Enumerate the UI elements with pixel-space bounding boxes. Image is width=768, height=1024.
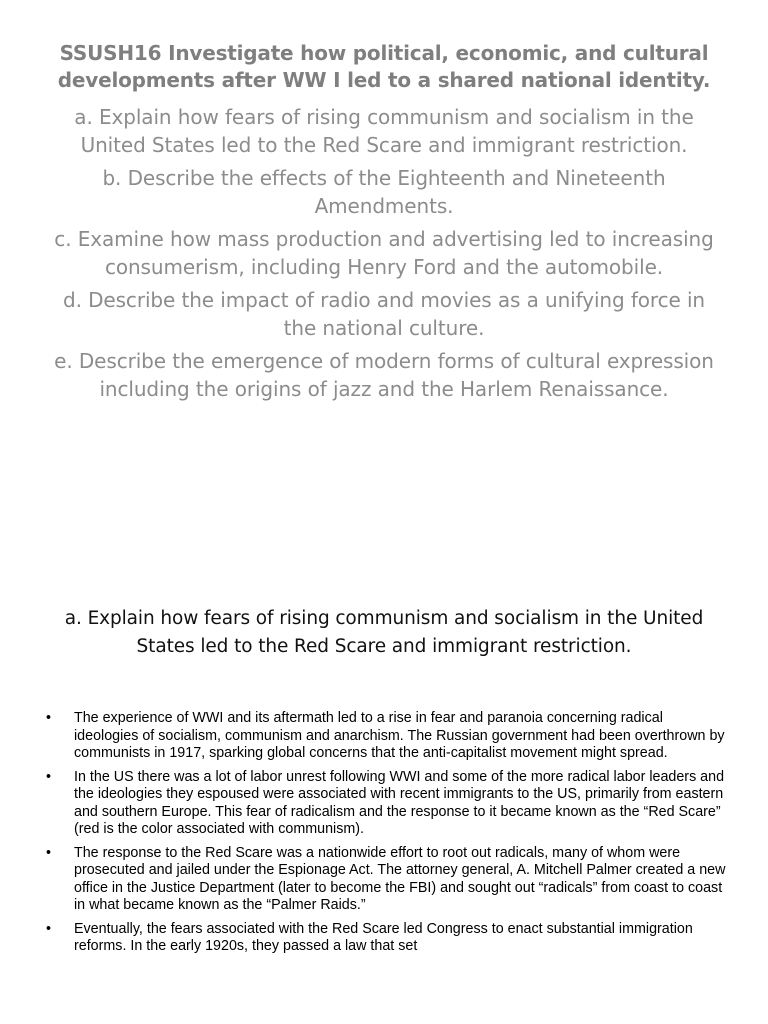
bullet-icon: • <box>46 768 52 785</box>
objective-d: d. Describe the impact of radio and movies as a unifying force in the national culture. <box>63 288 705 340</box>
bullet-item <box>40 845 730 915</box>
bullet-item <box>40 769 730 839</box>
bullet-item <box>40 710 730 763</box>
bullet-text: In the US there was a lot of labor unrest following WWI and some of the more radical labor leaders and the ideologies they espoused were associated with recent immigrants to the US, primarily from eastern and southern Europe. This fear of radicalism and the response to it became known as the “Red Scare” (red is the color associated with communism). <box>74 768 725 837</box>
bullet-text: Eventually, the fears associated with the Red Scare led Congress to enact substantial immigration reforms. In the early 1920s, they passed a law that set <box>74 920 693 954</box>
objective-c: c. Examine how mass production and advertising led to increasing consumerism, including Henry Ford and the automobile. <box>54 227 714 279</box>
bullet-icon: • <box>46 844 52 861</box>
bullet-item <box>40 921 730 956</box>
slide-title: a. Explain how fears of rising communism and socialism in the United States led to the Red Scare and immigrant restriction. <box>64 608 704 657</box>
standards-slide <box>0 0 768 500</box>
objective-b: b. Describe the effects of the Eighteenth and Nineteenth Amendments. <box>102 166 666 218</box>
bullet-text: The response to the Red Scare was a nationwide effort to root out radicals, many of whom were prosecuted and jailed under the Espionage Act. The attorney general, A. Mitchell Palmer created a new office in the Justice Department (later to become the FBI) and sought out “radicals” from coast to coast in what became known as the “Palmer Raids.” <box>74 844 726 913</box>
objectives-list <box>52 104 716 409</box>
bullet-icon: • <box>46 920 52 937</box>
objective-e: e. Describe the emergence of modern forms of cultural expression including the origins of jazz and the Harlem Renaissance. <box>54 349 714 401</box>
standard-heading: SSUSH16 Investigate how political, economic, and cultural developments after WW I led to a shared national identity. <box>57 41 711 92</box>
bullet-list <box>40 710 730 962</box>
bullet-text: The experience of WWI and its aftermath led to a rise in fear and paranoia concerning radical ideologies of socialism, communism and anarchism. The Russian government had been overthrown by communists in 1917, sparking global concerns that the anti-capitalist movement might spread. <box>74 710 725 761</box>
bullet-icon: • <box>46 710 52 726</box>
objective-a: a. Explain how fears of rising communism and socialism in the United States led to the Red Scare and immigrant restriction. <box>74 105 694 157</box>
